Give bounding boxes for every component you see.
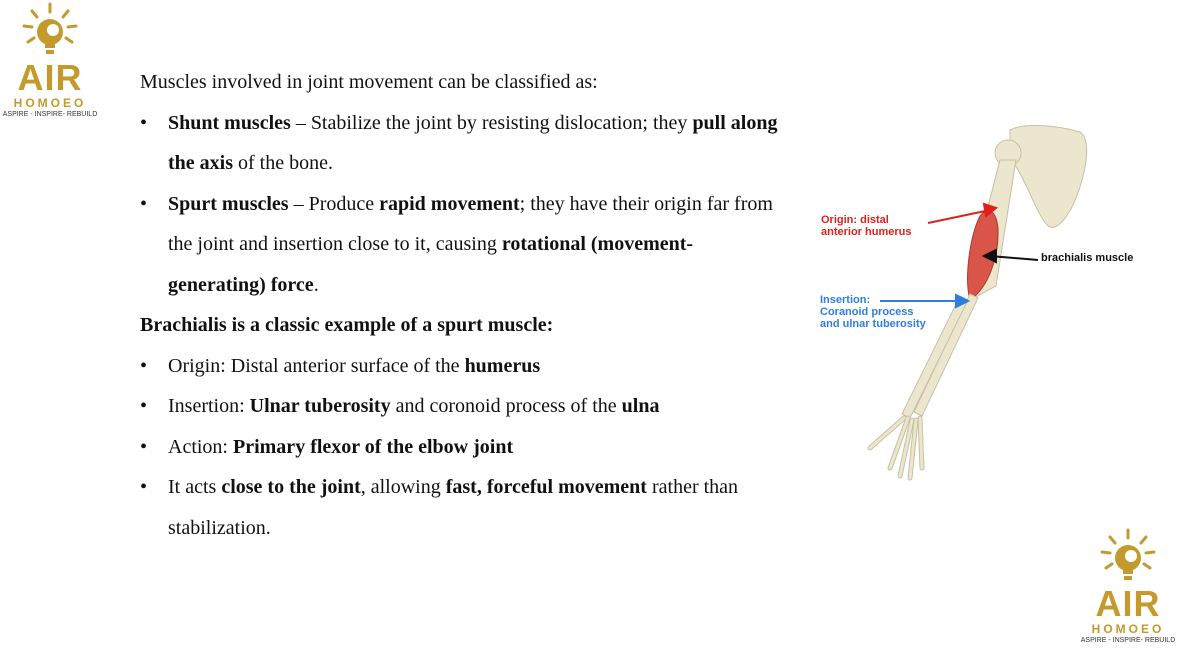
spurt-text-3: . <box>313 273 319 296</box>
logo-top <box>0 2 100 120</box>
main-content <box>140 62 780 548</box>
shunt-bold-2: pull along the axis <box>168 111 778 174</box>
brand-sub: HOMOEO <box>1091 622 1165 636</box>
spurt-term: Spurt muscles <box>168 192 289 215</box>
bullet-origin <box>140 346 780 387</box>
spurt-bold-3: rotational (movement-generating) force <box>168 233 694 296</box>
insertion-bold-2: ulna <box>621 395 660 417</box>
brand-name: AIR <box>17 57 83 98</box>
spurt-bold-2: rapid movement <box>379 192 520 215</box>
acts-bold-1: close to the joint <box>221 476 361 498</box>
acts-bold-2: fast, forceful movement <box>445 476 647 498</box>
muscle-arrow <box>984 250 1038 262</box>
logo-bottom <box>1078 528 1178 646</box>
muscle-label <box>1041 252 1133 264</box>
acts-text-2: , allowing <box>360 476 446 498</box>
origin-label <box>821 214 911 238</box>
arm-diagram <box>810 118 1150 528</box>
lightbulb-icon <box>20 2 80 60</box>
insertion-mid: and coronoid process of the <box>390 395 622 417</box>
insertion-label <box>820 294 926 330</box>
example-heading <box>140 305 780 346</box>
insertion-bold: Ulnar tuberosity <box>249 395 391 417</box>
scapula-shape <box>1010 126 1087 228</box>
hand-fill <box>870 418 922 478</box>
insertion-label-line-2: Coranoid process <box>820 306 914 318</box>
bullet-spurt <box>140 184 780 306</box>
shunt-text-1: – Stabilize the joint by resisting dislocation; they <box>290 111 693 134</box>
bullet-insertion <box>140 386 780 427</box>
action-bold: Primary flexor of the elbow joint <box>233 435 514 458</box>
acts-text-1: It acts <box>168 476 222 498</box>
insertion-label-line-1: Insertion: <box>820 294 871 306</box>
origin-label-line-1: Origin: distal <box>821 214 889 226</box>
spurt-text-2: ; they have their origin far from the joint and insertion close to it, causing <box>168 192 773 255</box>
brand-name: AIR <box>1095 583 1161 624</box>
brand-tagline: ASPIRE - INSPIRE- REBUILD <box>2 111 98 118</box>
bullet-acts <box>140 467 780 548</box>
shunt-term: Shunt muscles <box>168 111 291 134</box>
brand-tagline: ASPIRE - INSPIRE- REBUILD <box>1080 637 1176 644</box>
muscle-label-text: brachialis muscle <box>1041 252 1134 264</box>
intro-text: Muscles involved in joint movement can be classified as: <box>140 71 598 93</box>
insertion-label-line-3: and ulnar tuberosity <box>820 318 926 330</box>
shunt-text-2: of the bone. <box>233 152 333 174</box>
lightbulb-icon <box>1098 528 1158 586</box>
origin-bold: humerus <box>464 354 541 377</box>
spurt-text-1: – Produce <box>288 192 380 215</box>
insertion-text: Insertion: <box>168 395 250 417</box>
bullet-action <box>140 427 780 468</box>
bullet-shunt <box>140 103 780 184</box>
origin-label-line-2: anterior humerus <box>821 226 912 238</box>
action-text: Action: <box>168 435 233 458</box>
origin-text: Origin: Distal anterior surface of the <box>168 354 465 377</box>
example-heading-text: Brachialis is a classic example of a spurt muscle: <box>140 314 554 336</box>
acts-text-3: rather than stabilization. <box>168 476 739 539</box>
brand-sub: HOMOEO <box>13 96 87 110</box>
